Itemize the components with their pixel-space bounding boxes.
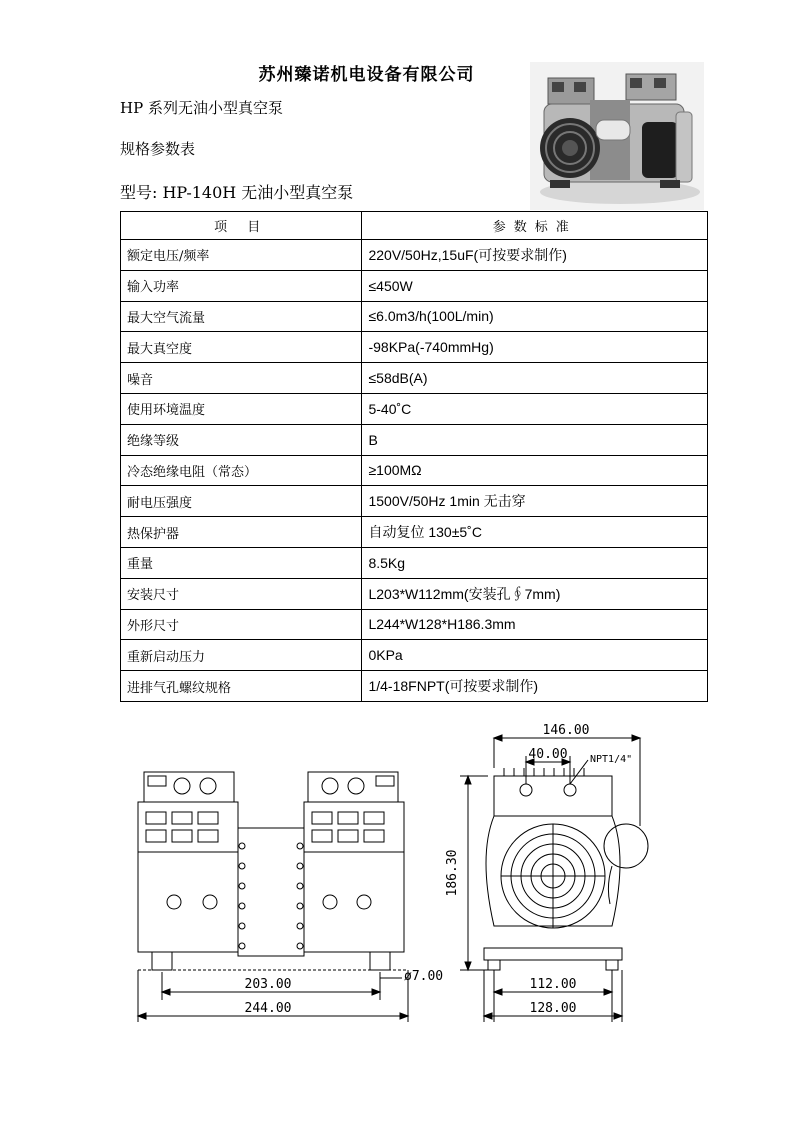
table-row	[121, 578, 708, 609]
table-title: 规格参数表	[120, 140, 196, 158]
row-value: B	[362, 424, 708, 455]
row-value: ≤6.0m3/h(100L/min)	[362, 301, 708, 332]
table-row	[121, 517, 708, 548]
dim-146: 146.00	[542, 723, 590, 738]
row-value: 0KPa	[362, 640, 708, 671]
dim-112: 112.00	[529, 977, 577, 992]
row-item: 重量	[121, 547, 362, 578]
table-row	[121, 393, 708, 424]
product-line: HP 系列无油小型真空泵	[120, 99, 283, 117]
row-value: ≥100MΩ	[362, 455, 708, 486]
row-value: -98KPa(-740mmHg)	[362, 332, 708, 363]
dim-40: 40.00	[528, 747, 568, 762]
table-row	[121, 547, 708, 578]
row-item: 耐电压强度	[121, 486, 362, 517]
dim-npt: NPT1/4"	[590, 754, 633, 765]
table-row	[121, 363, 708, 394]
company-title: 苏州臻诺机电设备有限公司	[258, 65, 475, 85]
row-item: 噪音	[121, 363, 362, 394]
header-value: 参数标准	[362, 212, 708, 240]
row-item: 绝缘等级	[121, 424, 362, 455]
table-row	[121, 424, 708, 455]
row-value: L244*W128*H186.3mm	[362, 609, 708, 640]
row-item: 安装尺寸	[121, 578, 362, 609]
table-row	[121, 609, 708, 640]
row-item: 输入功率	[121, 270, 362, 301]
table-row	[121, 640, 708, 671]
row-value: 自动复位 130±5˚C	[362, 517, 708, 548]
dim-203: 203.00	[244, 977, 292, 992]
row-item: 重新启动压力	[121, 640, 362, 671]
row-item: 热保护器	[121, 517, 362, 548]
row-item: 外形尺寸	[121, 609, 362, 640]
pump-photo	[530, 62, 704, 210]
row-value: L203*W112mm(安装孔∮7mm)	[362, 578, 708, 609]
table-row	[121, 486, 708, 517]
table-row	[121, 332, 708, 363]
dim-128: 128.00	[529, 1001, 577, 1016]
row-value: 8.5Kg	[362, 547, 708, 578]
row-item: 进排气孔螺纹规格	[121, 671, 362, 702]
dim-244: 244.00	[244, 1001, 292, 1016]
table-row	[121, 671, 708, 702]
row-value: 220V/50Hz,15uF(可按要求制作)	[362, 240, 708, 271]
header-item: 项 目	[121, 212, 362, 240]
row-item: 冷态绝缘电阻（常态）	[121, 455, 362, 486]
table-row	[121, 240, 708, 271]
row-value: 1500V/50Hz 1min 无击穿	[362, 486, 708, 517]
row-item: 额定电压/频率	[121, 240, 362, 271]
dim-hole: ø7.00	[404, 969, 444, 984]
row-value: 1/4-18FNPT(可按要求制作)	[362, 671, 708, 702]
row-item: 使用环境温度	[121, 393, 362, 424]
dimension-drawing	[118, 716, 658, 1026]
spec-table	[120, 211, 708, 702]
table-row	[121, 455, 708, 486]
table-header-row	[121, 212, 708, 240]
dim-186: 186.30	[445, 849, 460, 897]
row-item: 最大空气流量	[121, 301, 362, 332]
model-line: 型号: HP-140H 无油小型真空泵	[120, 183, 354, 202]
table-row	[121, 270, 708, 301]
table-row	[121, 301, 708, 332]
row-item: 最大真空度	[121, 332, 362, 363]
row-value: ≤450W	[362, 270, 708, 301]
row-value: 5-40˚C	[362, 393, 708, 424]
row-value: ≤58dB(A)	[362, 363, 708, 394]
